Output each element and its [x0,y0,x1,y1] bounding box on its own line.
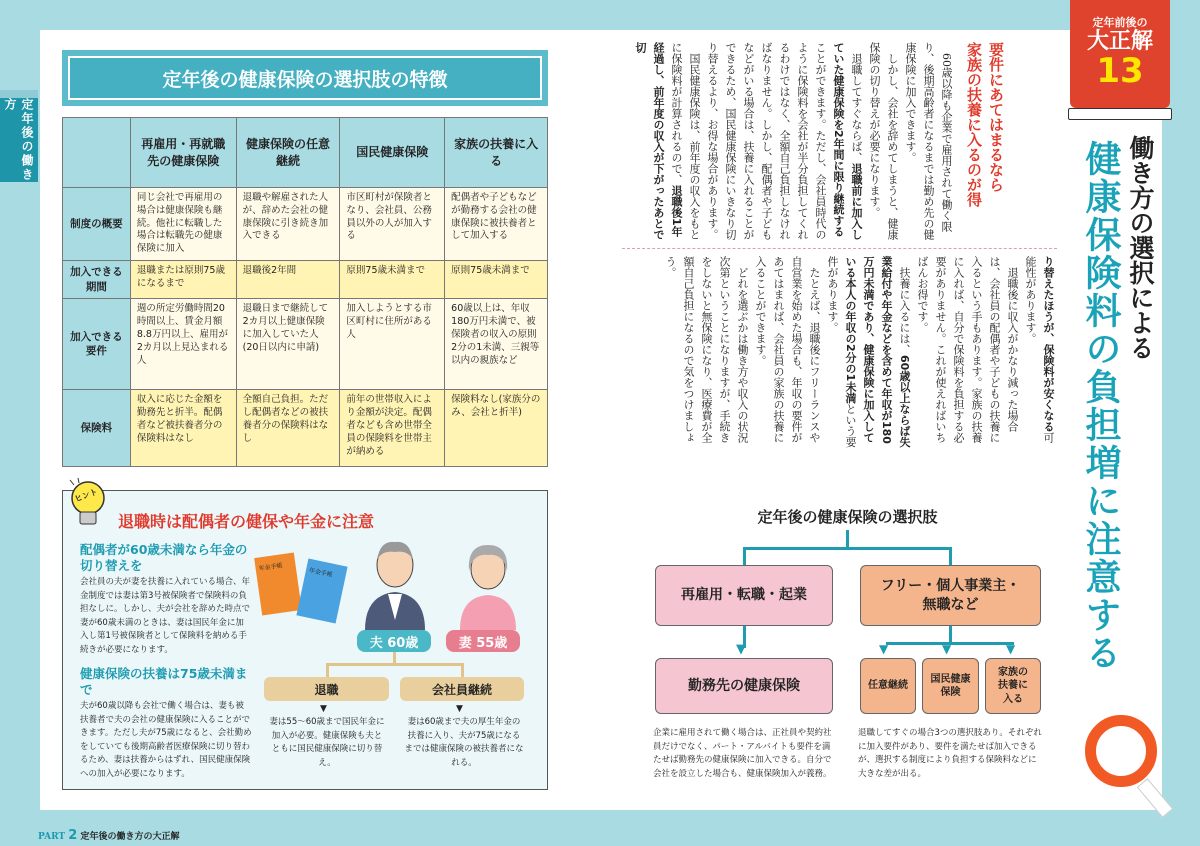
comparison-table [62,117,548,467]
footer [38,828,179,843]
row-header: 保険料 [63,390,131,467]
table-cell: 配偶者や子どもなどが勤務する会社の健康保険に被扶養者として加入する [445,188,548,261]
table-row [63,261,548,299]
row-header: 加入できる要件 [63,299,131,390]
tree-connector [461,663,464,678]
table-cell: 原則75歳未満まで [445,261,548,299]
paragraph [1021,256,1057,452]
footer-part: PART [38,832,66,842]
box-freelance: フリー・個人事業主・無職など [860,565,1041,626]
diagram-connector [743,547,951,550]
wife-illustration [455,535,521,634]
table-row [63,390,548,467]
lightbulb-icon [66,478,110,534]
pension-book-orange [254,552,302,615]
table-cell: 退職日まで継続して2カ月以上健康保険に加入していた人(20日以内に申請) [236,299,340,390]
box-reemployment: 再雇用・転職・起業 [655,565,833,626]
footer-title: 定年後の働き方の大正解 [80,832,180,842]
branch-continue: 会社員継続 [400,677,524,701]
arrow-down-icon: ▼ [1006,642,1016,656]
table-cell: 原則75歳未満まで [340,261,445,299]
column-header: 健康保険の任意継続 [236,118,340,188]
husband-illustration [360,530,430,634]
husband-age-label: 夫 60歳 [357,630,431,652]
headline-line2: 健康保険料の負担増に注意する [1080,140,1121,672]
table-cell: 収入に応じた金額を勤務先と折半。配偶者など被扶養者分の保険料はなし [130,390,236,467]
emphasis: 退職前に加入していた健康保険を2年間に限り継続する [832,42,863,240]
footer-part-number: 2 [68,828,78,843]
side-tab-accent [0,90,38,98]
article-upper [622,42,1007,242]
hint-subheading: 健康保険の扶養は75歳未満まで [80,666,248,698]
badge-scroll [1068,108,1172,120]
badge-main: 大正解 [1086,29,1153,54]
box-option: 国民健康保険 [922,658,979,714]
table-row [63,188,548,261]
table-cell: 週の所定労働時間20時間以上、賃金月額8.8万円以上、雇用が2カ月以上見込まれる人 [130,299,236,390]
column-header: 家族の扶養に入る [445,118,548,188]
branch-retire: 退職 [264,677,389,701]
text: 国民健康保険は、前年度の収入をもとに保険料が計算されるので、 [670,42,701,240]
arrow-down-icon: ▼ [879,642,889,656]
paragraph: どれを選ぶかは働き方や収入の状況次第ということになりますが、手続きをしないと無保険になり、医療費が全額自己負担になるので気をつけましょう。 [664,256,749,443]
heading-line: 要件にあてはまるなら [987,42,1005,192]
table-cell: 退職や解雇された人が、辞めた会社の健康保険に引き続き加入できる [236,188,340,261]
box-option: 家族の扶養に入る [985,658,1041,714]
table-cell: 全額自己負担。ただし配偶者などの被扶養者分の保険料はなし [236,390,340,467]
branch-note: 妻は55〜60歳まで国民年金に加入が必要。健康保険も夫とともに国民健康保険に切り替え。 [269,717,385,768]
column-header: 国民健康保険 [340,118,445,188]
arrow-down-icon: ▼ [736,642,746,657]
hint-title: 退職時は配偶者の健保や年金に注意 [118,512,375,531]
table-cell: 加入しようとする市区町村に住所がある人 [340,299,445,390]
chapter-badge [1070,0,1170,108]
down-triangle-icon: ▼ [320,704,327,714]
hint-subheading: 配偶者が60歳未満なら年金の切り替えを [80,542,248,574]
paragraph: 60歳以降も企業で雇用されて働く限り、後期高齢者になるまでは勤め先の健康保険に加入できます。 [904,42,953,240]
text: 可能性があります。 [1024,256,1055,443]
article-heading [963,42,1007,242]
emphasis: 退職後1年経過し、前年度の収入が下がったあとで切 [634,42,683,240]
table-cell: 前年の世帯収入により金額が決定。配偶者なども含め世帯全員の保険料を世帯主が納める [340,390,445,467]
table-cell: 市区町村が保険者となり、会社員、公務員以外の人が加入する [340,188,445,261]
diagram-connector [846,530,849,548]
down-triangle-icon: ▼ [456,704,463,714]
diagram-connector [949,547,952,565]
header-empty [63,118,131,188]
box-employer-insurance: 勤務先の健康保険 [655,658,833,714]
row-header: 加入できる期間 [63,261,131,299]
text: ことができます。ただし、会社員時代のように保険料を会社が半分負担してくれるわけではなく、全額自己負担しなければなりません。しかし、配偶者や子どもなどがいる場合は、扶養に入れることができるため、国民健康保険にいきなり切り替えるより、お得な場合があります。 [706,42,827,240]
branch-note: 妻は60歳まで夫の厚生年金の扶養に入り、夫が75歳になるまでは健康保険の被扶養者になれる。 [404,717,524,768]
table-cell: 同じ会社で再雇用の場合は健康保険も継続。他社に転職した場合は転職先の健康保険に加入 [130,188,236,261]
emphasis: り替えたほうが、保険料が安くなる [1042,256,1055,432]
badge-number: 13 [1096,51,1144,92]
badge-kicker: 定年前後の [1092,16,1148,29]
table-row [63,299,548,390]
tier-divider [622,248,1057,249]
diagram-caption: 企業に雇用されて働く場合は、正社員や契約社員だけでなく、パート・アルバイトも要件を満たせば勤務先の健康保険に加入できる。自分で会社を設立した場合も、健康保険加入が義務。 [653,728,832,779]
heading-line: 家族の扶養に入るのが得 [965,42,983,207]
side-tab[interactable]: 定年後の働き方 [0,98,38,182]
magnifier-icon [1085,715,1157,787]
pension-book-label: 年金手帳 [258,562,283,573]
headline-line1: 働き方の選択による [1126,135,1155,360]
paragraph [823,256,913,452]
paragraph: しかし、会社を辞めてしまうと、健康保険の切り替えが必要になります。 [868,42,899,240]
table-cell: 保険料なし(家族分のみ、会社と折半) [445,390,548,467]
tree-connector [326,663,329,678]
table-cell: 退職後2年間 [236,261,340,299]
row-header: 制度の概要 [63,188,131,261]
wife-age-label: 妻 55歳 [446,630,520,652]
diagram-title: 定年後の健康保険の選択肢 [757,508,938,526]
tree-connector [326,663,463,666]
paragraph [703,42,865,242]
pension-book-label: 年金手帳 [308,566,334,579]
text: 退職してすぐならば、 [850,53,863,163]
diagram-caption: 退職してすぐの場合3つの選択肢あり。それぞれに加入要件があり、要件を満たせば加入できるが、選択する制度により負担する保険料などに大きな差が出る。 [858,728,1042,779]
table-title-banner [62,50,548,106]
arrow-down-icon: ▼ [942,642,952,656]
text: という要件があります。 [826,256,857,448]
column-header: 再雇用・再就職先の健康保険 [130,118,236,188]
hint-paragraph: 夫が60歳以降も会社で働く場合は、妻も被扶養者で夫の会社の健康保険に入ることができます。ただし夫が75歳になると、会社勤めをしていても後期高齢者医療保険に切り替わるため、妻は扶養からはずれ、国民健康保険への加入が必要になります。 [80,701,252,779]
table-header-row [63,118,548,188]
table-cell: 退職または原則75歳になるまで [130,261,236,299]
text: 扶養に入るには、 [898,267,911,355]
paragraph: 退職後に収入がかなり減った場合は、会社員の配偶者や子どもの扶養に入るという手もあります。家族の扶養に入れば、自分で保険料を負担する必要がありません。これが使えればいちばんお得です。 [916,256,1019,443]
paragraph [631,42,703,242]
hint-badge: ヒント [73,487,99,504]
diagram-connector [743,547,746,565]
emphasis: 60歳以上ならば失業給付や年金などを含めて年収が180万円未満であり、健康保険に加入している本人の年収の2分の1未満 [844,256,911,448]
paragraph: たとえば、退職後にフリーランスや自営業を始めた場合も、年収の要件があてはまれば、会社員の家族の扶養に入ることができます。 [754,256,821,443]
table-cell: 60歳以上は、年収180万円未満で、被保険者の収入の原則2分の1未満、三親等以内の親族など [445,299,548,390]
article-lower [622,256,1057,452]
box-option: 任意継続 [860,658,916,714]
hint-paragraph: 会社員の夫が妻を扶養に入れている場合、年金制度では妻は第3号被保険者で保険料の負担なしに。しかし、夫が会社を辞めた時点で妻が60歳未満のときは、妻は国民年金に加入し第1号被保険者として保険料を納める手続きが必要になります。 [80,577,251,655]
table-title: 定年後の健康保険の選択肢の特徴 [68,56,542,100]
